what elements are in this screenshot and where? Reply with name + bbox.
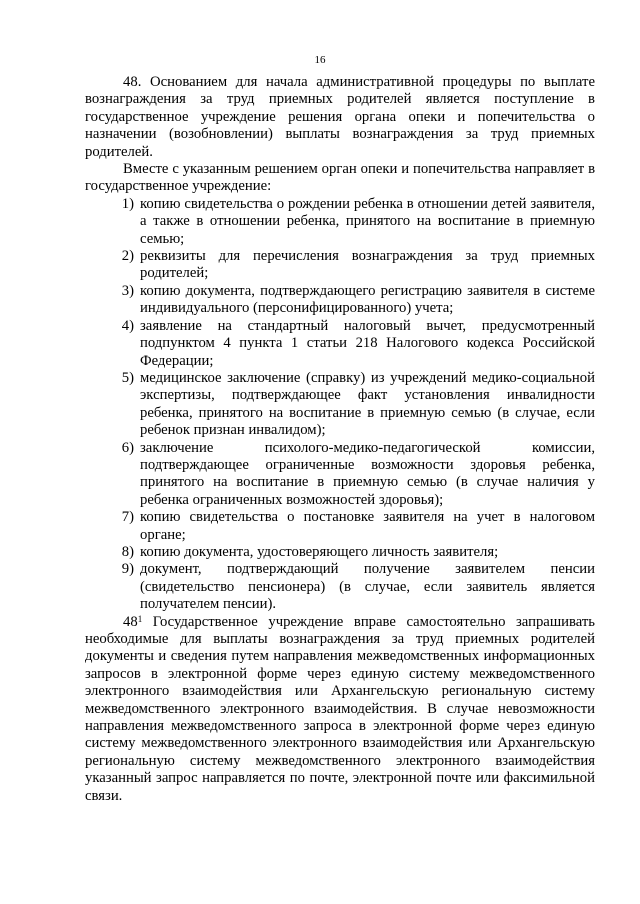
list-item — [85, 196, 595, 248]
paragraph-48: 48. Основанием для начала административной процедуры по выплате вознаграждения за труд приемных родителей является поступление в государственное учреждение решения органа опеки и попечительства о назначении (возобновлении) выплаты вознаграждения за труд приемных родителей. — [85, 74, 595, 160]
list-item — [85, 248, 595, 283]
paragraph-48-documents-intro: Вместе с указанным решением орган опеки и попечительства направляет в государственное учреждение: — [85, 161, 595, 195]
list-item-text: заявление на стандартный налоговый вычет, предусмотренный подпунктом 4 пункта 1 статьи 218 Налогового кодекса Российской Федерации; — [140, 317, 595, 369]
list-item-number: 9) — [121, 561, 134, 578]
list-item-text: копию свидетельства о рождении ребенка в отношении детей заявителя, а также в отношении ребенка, принятого на воспитание в приемную семью; — [140, 195, 595, 247]
list-item-number: 2) — [121, 248, 134, 265]
list-item — [85, 509, 595, 544]
list-item-text: заключение психолого-медико-педагогической комиссии, подтверждающее ограниченные возможности здоровья ребенка, принятого на воспитание в приемную семью (в случае наличия у ребенка ограниченных возможностей здоровья); — [140, 439, 595, 508]
document-body — [85, 74, 595, 805]
list-item-text: копию документа, подтверждающего регистрацию заявителя в системе индивидуального (персонифицированного) учета; — [140, 282, 595, 317]
list-item-number: 7) — [121, 509, 134, 526]
list-item-text: реквизиты для перечисления вознаграждения за труд приемных родителей; — [140, 248, 595, 282]
list-item — [85, 283, 595, 318]
list-item — [85, 370, 595, 440]
list-item-number: 5) — [121, 369, 134, 386]
list-item — [85, 318, 595, 370]
list-item — [85, 544, 595, 561]
list-item-text: копию свидетельства о постановке заявителя на учет в налоговом органе; — [140, 509, 595, 543]
list-item-text: медицинское заключение (справку) из учреждений медико-социальной экспертизы, подтверждающее факт установления инвалидности ребенка, принятого на воспитание в приемную семью (в случае, если ребенок признан инвалидом); — [140, 369, 595, 439]
paragraph-48-1 — [85, 614, 595, 805]
list-item-number: 4) — [121, 317, 134, 334]
paragraph-number: 48 — [123, 613, 138, 630]
list-item-number: 8) — [121, 543, 134, 560]
page-number: 16 — [314, 54, 326, 66]
list-item — [85, 440, 595, 510]
list-item-number: 6) — [121, 439, 134, 456]
list-item — [85, 561, 595, 613]
list-item-text: копию документа, удостоверяющего личность заявителя; — [140, 543, 499, 560]
paragraph-48-1-text: Государственное учреждение вправе самостоятельно запрашивать необходимые для выплаты вознаграждения за труд приемных родителей документы и сведения путем направления межведомственных информационных запросов в электронной форме через единую систему межведомственного электронного взаимодействия или Архангельскую региональную систему межведомственного электронного взаимодействия. В случае невозможности направления межведомственного запроса в электронной форме через единую систему межведомственного электронного взаимодействия или Архангельскую региональную систему межведомственного электронного взаимодействия указанный запрос направляется по почте, электронной почте или факсимильной связи. — [85, 613, 595, 804]
list-item-number: 3) — [121, 282, 134, 299]
list-item-text: документ, подтверждающий получение заявителем пенсии (свидетельство пенсионера) (в случае, если заявитель является получателем пенсии). — [140, 561, 595, 613]
list-item-number: 1) — [121, 195, 134, 212]
documents-list — [85, 196, 595, 614]
paragraph-number-superscript: 1 — [137, 613, 143, 624]
